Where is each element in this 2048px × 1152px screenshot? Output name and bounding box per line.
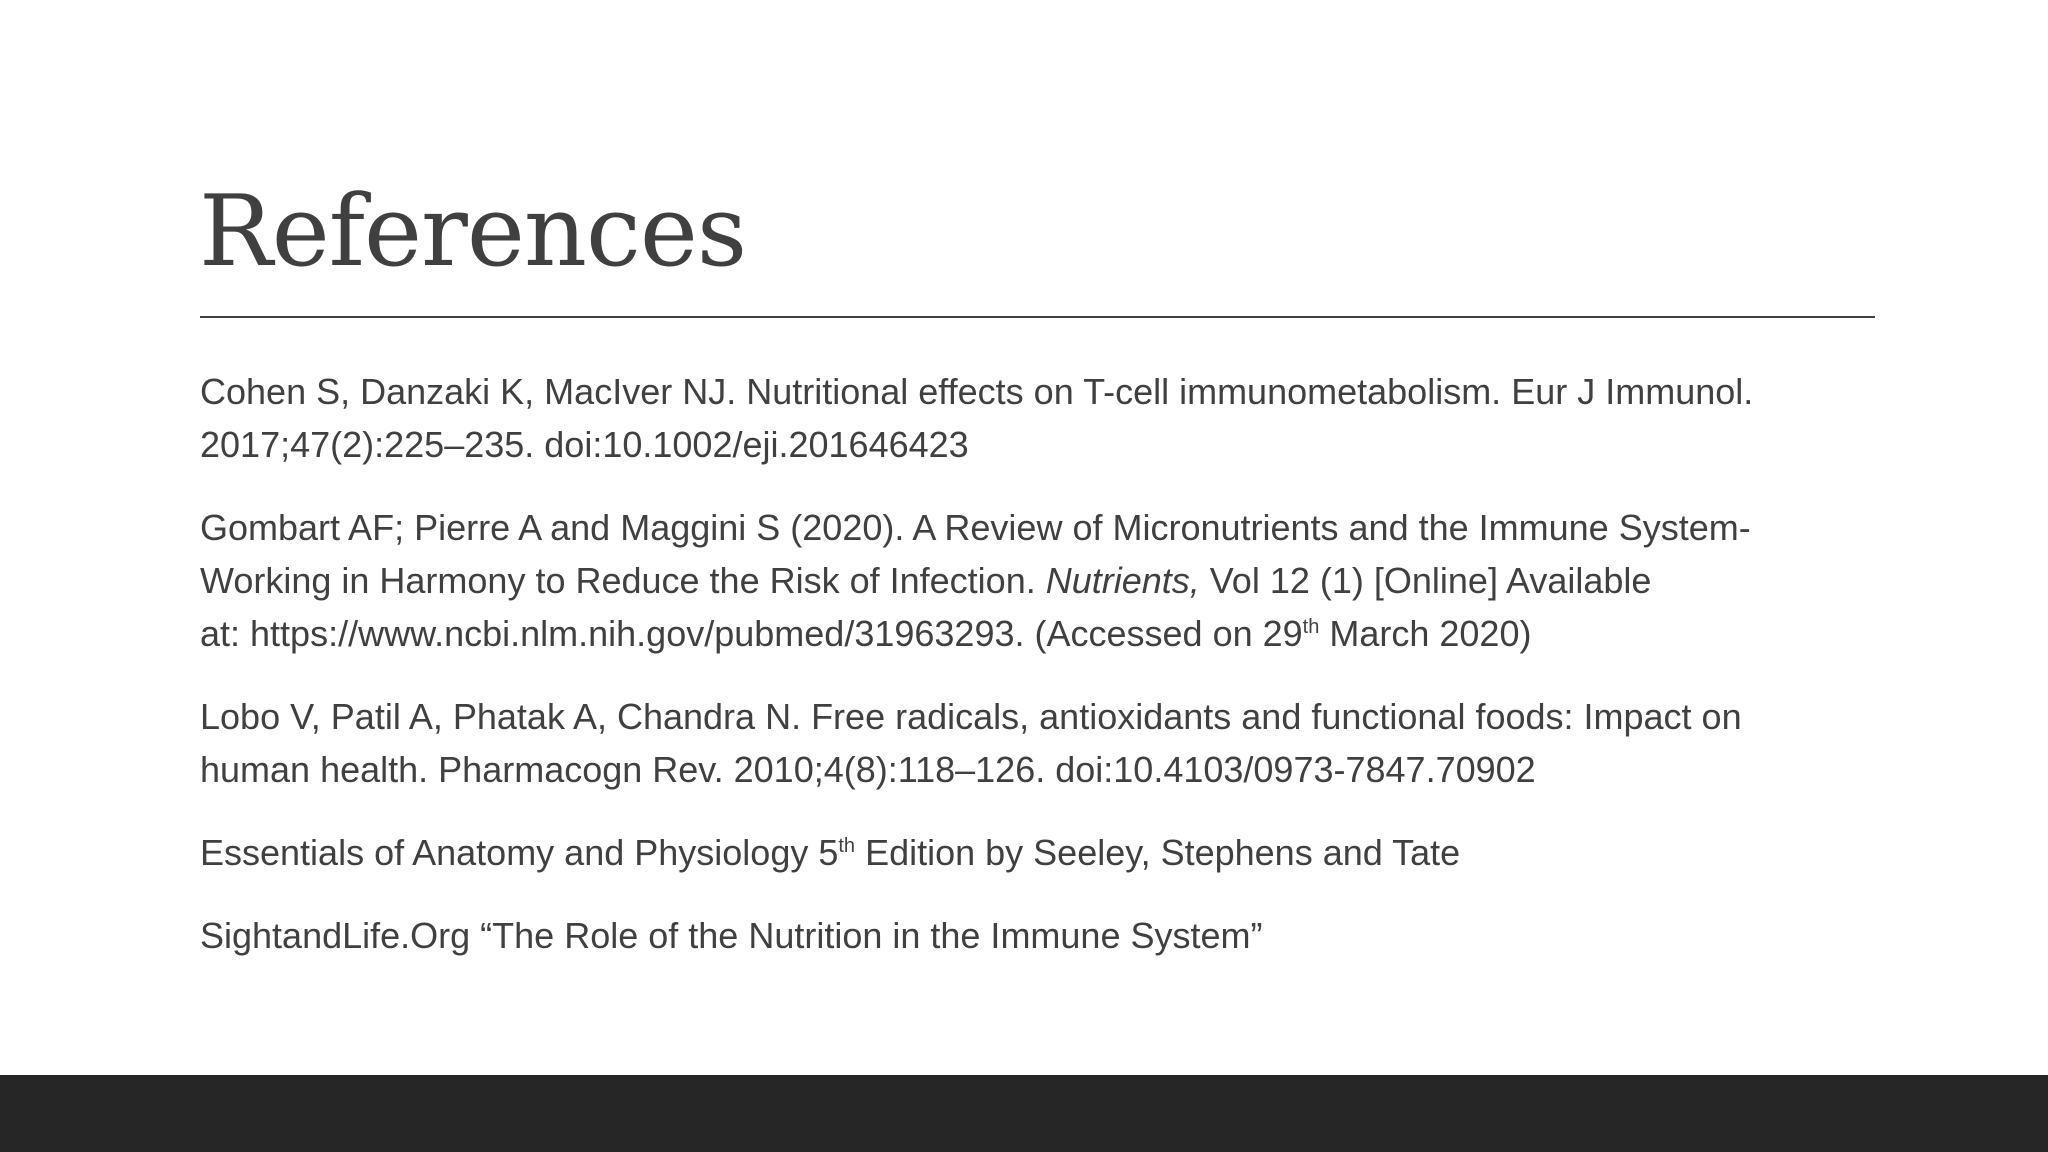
reference-cohen	[200, 365, 1890, 471]
reference-line: SightandLife.Org “The Role of the Nutrition in the Immune System”	[200, 915, 1263, 956]
journal-name: Nutrients,	[1045, 560, 1200, 601]
ordinal-suffix: th	[1302, 616, 1320, 638]
reference-text: at: https://www.ncbi.nlm.nih.gov/pubmed/31963293. (Accessed on 29	[200, 613, 1303, 654]
reference-line: Gombart AF; Pierre A and Maggini S (2020). A Review of Micronutrients and the Immune System-	[200, 507, 1751, 548]
references-list	[200, 365, 1890, 992]
reference-sightandlife	[200, 909, 1890, 962]
reference-line: 2017;47(2):225–235. doi:10.1002/eji.201646423	[200, 424, 969, 465]
reference-line	[200, 607, 1890, 660]
reference-line: Lobo V, Patil A, Phatak A, Chandra N. Free radicals, antioxidants and functional foods: Impact on	[200, 696, 1742, 737]
reference-line: Cohen S, Danzaki K, MacIver NJ. Nutritional effects on T-cell immunometabolism. Eur J Immunol.	[200, 371, 1754, 412]
reference-essentials	[200, 826, 1890, 879]
reference-line: human health. Pharmacogn Rev. 2010;4(8):118–126. doi:10.4103/0973-7847.70902	[200, 749, 1536, 790]
reference-text: Edition by Seeley, Stephens and Tate	[855, 832, 1461, 873]
reference-text: Essentials of Anatomy and Physiology 5	[200, 832, 839, 873]
reference-text: March 2020)	[1319, 613, 1532, 654]
reference-line	[200, 554, 1890, 607]
title-divider	[200, 316, 1875, 318]
reference-lobo	[200, 690, 1890, 796]
reference-line	[200, 826, 1890, 879]
footer-bar	[0, 1075, 2048, 1152]
ordinal-suffix: th	[838, 835, 856, 857]
reference-text: Vol 12 (1) [Online] Available	[1199, 560, 1652, 601]
reference-gombart	[200, 501, 1890, 660]
reference-text: Working in Harmony to Reduce the Risk of Infection.	[200, 560, 1046, 601]
slide-title: References	[199, 175, 747, 289]
